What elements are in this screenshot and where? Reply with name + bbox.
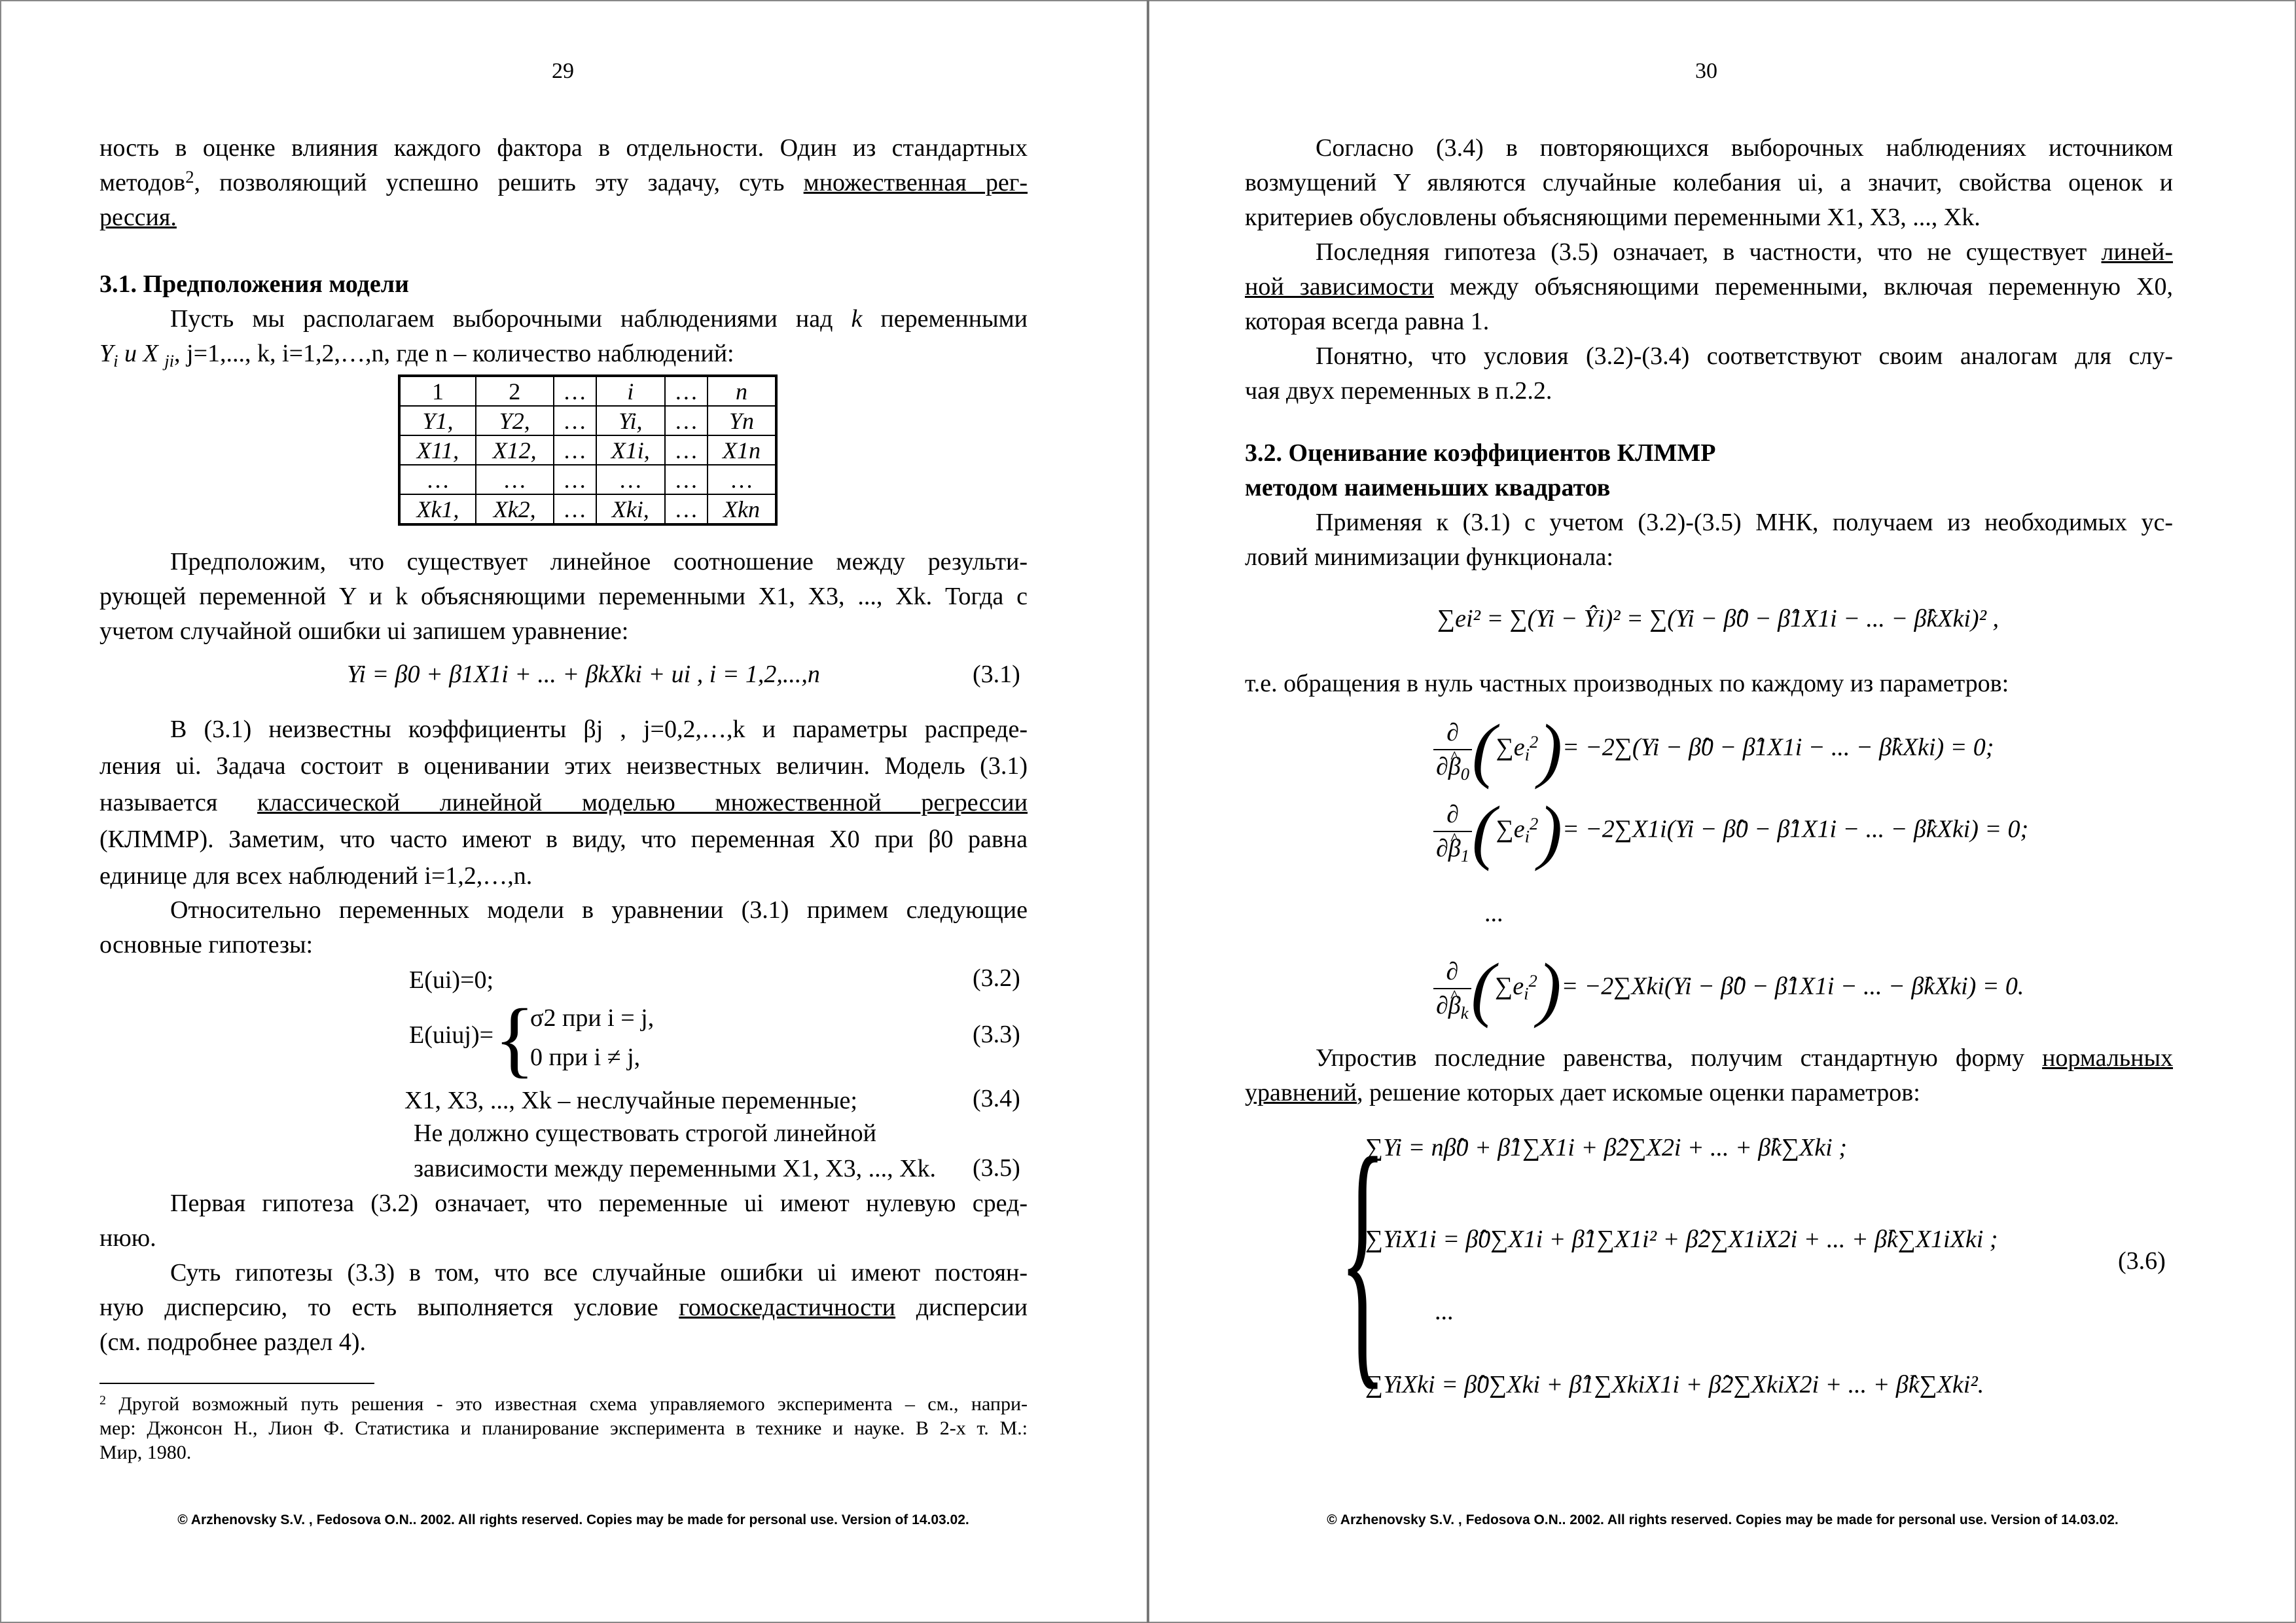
- system-brace: {: [1339, 1101, 1387, 1413]
- footnote-line3: Мир, 1980.: [99, 1442, 192, 1463]
- brace-3-3: {: [494, 992, 535, 1086]
- table-row: [399, 465, 776, 494]
- table-cell: …: [665, 376, 708, 406]
- table-cell: Yn: [708, 406, 776, 435]
- section-heading: 3.2. Оценивание коэффициентов КЛММР: [1245, 439, 1716, 467]
- table-cell: X12,: [476, 435, 554, 465]
- para3-line2: ления ui. Задача состоит в оценивании этих неизвестных величин. Модель (3.1): [99, 752, 1028, 780]
- para2: [99, 545, 1028, 649]
- para6-line2: [99, 1290, 1028, 1325]
- table-cell: n: [708, 376, 776, 406]
- para5-line2: нюю.: [99, 1224, 156, 1252]
- left-body: [99, 131, 1028, 235]
- intro-line-2: [99, 166, 1028, 200]
- para1-text-c: , j=1,..., k, i=1,2,…,n, где n – количество наблюдений:: [174, 340, 734, 367]
- equation-number: (3.6): [2118, 1247, 2166, 1275]
- para1-text-b: переменными: [862, 305, 1028, 333]
- table-cell: Xki,: [596, 494, 665, 524]
- p2-text-b: между объясняющими переменными, включая переменную X0,: [1433, 273, 2173, 301]
- para3-line5: единице для всех наблюдений i=1,2,…,n.: [99, 862, 533, 890]
- p1-line2: возмущений Y являются случайные колебания ui, а значит, свойства оценок и: [1245, 169, 2173, 196]
- para2-line2: рующей переменной Y и k объясняющими переменными X1, X3, ..., Xk. Тогда с: [99, 583, 1028, 610]
- page-number: 30: [1695, 59, 1717, 83]
- para3-line4: (КЛММР). Заметим, что часто имеют в виду, что переменная X0 при β0 равна: [99, 826, 1028, 853]
- para2-line3: учетом случайной ошибки ui запишем уравнение:: [99, 617, 629, 645]
- term-normal-equations-cont: уравнений: [1245, 1079, 1357, 1106]
- derivative-beta0-rhs: = −2∑(Yi − β̂0 − β̂1X1i − ... − β̂kXki) = 0;: [1562, 733, 1994, 761]
- copyright-footer: © Arzhenovsky S.V. , Fedosova O.N.. 2002. All rights reserved. Copies may be made for personal use. Version of 14.03.02.: [1327, 1512, 2119, 1527]
- section-heading: 3.1. Предположения модели: [99, 270, 409, 298]
- para2-line1: Предположим, что существует линейное соотношение между результи-: [170, 548, 1028, 575]
- p6-text: Упростив последние равенства, получим стандартную форму: [1316, 1044, 2043, 1072]
- normal-equation-ellipsis: ...: [1435, 1298, 1454, 1325]
- right-para1: [1245, 131, 2173, 409]
- equation-number: (3.4): [973, 1085, 1020, 1112]
- term-homoscedasticity: гомоскедастичности: [679, 1294, 896, 1321]
- var-y: Y: [99, 340, 114, 367]
- p3-line1: Понятно, что условия (3.2)-(3.4) соответствуют своим аналогам для слу-: [1316, 342, 2173, 370]
- table-cell: …: [665, 406, 708, 435]
- table-cell: Yi,: [596, 406, 665, 435]
- derivative-beta1-rhs: = −2∑X1i(Yi − β̂0 − β̂1X1i − ... − β̂kXki) = 0;: [1562, 815, 2029, 843]
- p4-line1: Применяя к (3.1) с учетом (3.2)-(3.5) МНК, получаем из необходимых ус-: [1316, 509, 2173, 536]
- equation-number: (3.3): [973, 1021, 1020, 1048]
- table-row: [399, 494, 776, 524]
- equation-3-4: X1, X3, ..., Xk – неслучайные переменные;: [404, 1087, 857, 1114]
- table-cell: …: [554, 435, 596, 465]
- footnote-line1: [99, 1392, 1028, 1416]
- para6-line1: Суть гипотезы (3.3) в том, что все случайные ошибки ui имеют постоян-: [170, 1259, 1028, 1286]
- equation-3-2: E(ui)=0;: [409, 966, 494, 994]
- table-cell: X1n: [708, 435, 776, 465]
- p1-line3: критериев обусловлены объясняющими переменными X1, X3, ..., Xk.: [1245, 204, 1981, 231]
- table-cell: X1i,: [596, 435, 665, 465]
- term-linear-dependence: линей-: [2101, 238, 2173, 266]
- table-cell: 2: [476, 376, 554, 406]
- sum-of-squares-equation: ∑ei² = ∑(Yi − Ŷi)² = ∑(Yi − β̂0 − β̂1X1i − ... − β̂kXki)² ,: [1437, 605, 1999, 632]
- intro-text: методов: [99, 169, 186, 196]
- derivative-beta0: $\frac{\partial}{\partial\^{} \beta_0}$ $(\sum e_i^2)= -2\sum(Yi$ − β̂0 − β̂1X1i − ... − β̂kXki) = 0;: [1433, 714, 1994, 786]
- para4-line1: Относительно переменных модели в уравнении (3.1) примем следующие: [170, 896, 1028, 924]
- table-cell: i: [596, 376, 665, 406]
- derivative-betak: $\frac{\partial}{\partial\^{} \beta_k}$ $(\sum e_i^2)= -2\sum Xki(Yi$ − β̂0 − β̂1X1i − ... − β̂kXki) = 0.: [1433, 953, 2024, 1025]
- para6-line3: (см. подробнее раздел 4).: [99, 1328, 367, 1356]
- section-3-1: [99, 267, 1028, 371]
- intro-line-1: ность в оценке влияния каждого фактора в отдельности. Один из стандартных: [99, 134, 1028, 162]
- footnote-number: 2: [99, 1393, 106, 1408]
- table-cell: …: [554, 465, 596, 494]
- table-cell: 1: [399, 376, 476, 406]
- p2-line2: [1245, 270, 2173, 304]
- para1-line2: $Y_i$ и X $_{ji}$, j=1,..., k, i=1,2,…,n, где n – количество наблюдений:: [99, 340, 734, 371]
- table-cell: Y2,: [476, 406, 554, 435]
- footnote-line2: мер: Джонсон Н., Лион Ф. Статистика и планирование эксперимента в технике и науке. В 2-х т. М.:: [99, 1417, 1028, 1439]
- p3-line2: чая двух переменных в п.2.2.: [1245, 377, 1552, 405]
- p6-line1: [1245, 1041, 2173, 1076]
- var-x: и X: [118, 340, 165, 367]
- footnote-text: Другой возможный путь решения - это известная схема управляемого эксперимента – см., напри-: [106, 1393, 1028, 1415]
- observations-table: [398, 374, 778, 526]
- para3-line3: [99, 784, 1028, 821]
- footnote: [99, 1392, 1028, 1465]
- table-cell: …: [554, 376, 596, 406]
- equation-number: (3.5): [973, 1154, 1020, 1182]
- p1-line1: Согласно (3.4) в повторяющихся выборочных наблюдениях источником: [1316, 134, 2173, 162]
- para1-line1: Пусть мы располагаем выборочными наблюдениями над k переменными: [170, 305, 1028, 333]
- page-right: [1149, 0, 2296, 1623]
- equation-3-3-case2: 0 при i ≠ j,: [530, 1044, 641, 1071]
- table-cell: …: [399, 465, 476, 494]
- table-cell: …: [596, 465, 665, 494]
- equation-3-3-left: E(uiuj)=: [409, 1021, 494, 1049]
- table-cell: Y1,: [399, 406, 476, 435]
- para4-line2: основные гипотезы:: [99, 931, 314, 958]
- footnote-rule: [99, 1383, 374, 1384]
- table-cell: Xk2,: [476, 494, 554, 524]
- derivative-betak-rhs: = −2∑Xki(Yi − β̂0 − β̂1X1i − ... − β̂kXki) = 0.: [1561, 972, 2024, 1000]
- para3: [99, 711, 1028, 894]
- copyright-footer: © Arzhenovsky S.V. , Fedosova O.N.. 2002. All rights reserved. Copies may be made for personal use. Version of 14.03.02.: [177, 1512, 969, 1527]
- term-linear-dependence-cont: ной зависимости: [1245, 273, 1434, 301]
- footnote-mark: 2: [185, 167, 194, 187]
- table-row: [399, 435, 776, 465]
- intro-text-b: , позволяющий успешно решить эту задачу, суть: [194, 169, 804, 196]
- p5-line: т.е. обращения в нуль частных производных по каждому из параметров:: [1245, 670, 2009, 697]
- table-cell: …: [665, 435, 708, 465]
- p2-line1: [1245, 235, 2173, 270]
- table-cell: …: [476, 465, 554, 494]
- para5: [99, 1186, 1028, 1256]
- table-cell: X11,: [399, 435, 476, 465]
- term-klmmr: классической линейной моделью множественной регрессии: [257, 789, 1028, 816]
- para3-line1: В (3.1) неизвестны коэффициенты βj , j=0,2,…,k и параметры распреде-: [170, 716, 1028, 743]
- normal-equation-2: ∑YiX1i = β̂0∑X1i + β̂1∑X1i² + β̂2∑X1iX2i + ... + β̂k∑X1iXki ;: [1365, 1226, 1998, 1253]
- table-cell: …: [554, 406, 596, 435]
- equation-3-5-line1: Не должно существовать строгой линейной: [414, 1120, 876, 1147]
- p4-line2: ловий минимизации функционала:: [1245, 543, 1613, 571]
- equation-3-3-case1: σ2 при i = j,: [530, 1004, 655, 1032]
- para6-text-b: дисперсии: [895, 1294, 1028, 1321]
- para3-text: называется: [99, 789, 258, 816]
- para4: [99, 893, 1028, 962]
- derivative-beta1: $\frac{\partial}{\partial\^{} \beta_1}$ $(\sum e_i^2)= -2\sum X1i(Yi$ − β̂0 − β̂1X1i − ... − β̂kXki) = 0;: [1433, 795, 2028, 867]
- equation-number: (3.2): [973, 964, 1020, 992]
- para5-line1: Первая гипотеза (3.2) означает, что переменные ui имеют нулевую сред-: [170, 1190, 1028, 1217]
- table-row: [399, 376, 776, 406]
- term-normal-equations: нормальных: [2042, 1044, 2173, 1072]
- equation-3-5-line2: зависимости между переменными X1, X3, ..., Xk.: [414, 1155, 937, 1182]
- equation-3-1: Yi = β0 + β1X1i + ... + βkXki + ui , i = 1,2,...,n: [347, 661, 820, 688]
- para6-text-a: ную дисперсию, то есть выполняется условие: [99, 1294, 679, 1321]
- term-multiple-regression-cont: рессия.: [99, 204, 177, 231]
- normal-equation-1: ∑Yi = nβ̂0 + β̂1∑X1i + β̂2∑X2i + ... + β̂k∑Xki ;: [1365, 1134, 1847, 1161]
- table-cell: …: [708, 465, 776, 494]
- section-heading-line2: методом наименьших квадратов: [1245, 474, 1611, 501]
- table-row: [399, 406, 776, 435]
- table-cell: Xk1,: [399, 494, 476, 524]
- derivative-ellipsis: ...: [1484, 900, 1503, 927]
- p6-text-b: , решение которых дает искомые оценки параметров:: [1357, 1079, 1920, 1106]
- table-cell: Xkn: [708, 494, 776, 524]
- table-cell: …: [665, 465, 708, 494]
- section-3-2: [1245, 436, 2173, 575]
- table-cell: …: [665, 494, 708, 524]
- term-multiple-regression: множественная рег-: [803, 169, 1028, 196]
- page-number: 29: [552, 59, 574, 83]
- page-left: [0, 0, 1147, 1623]
- p2-text: Последняя гипотеза (3.5) означает, в частности, что не существует: [1316, 238, 2102, 266]
- table-cell: …: [554, 494, 596, 524]
- para1-text-a: Пусть мы располагаем выборочными наблюдениями над: [170, 305, 852, 333]
- normal-equation-k: ∑YiXki = β̂0∑Xki + β̂1∑XkiX1i + β̂2∑XkiX2i + ... + β̂k∑Xki².: [1365, 1371, 1984, 1398]
- equation-number: (3.1): [973, 661, 1020, 688]
- p5: [1245, 666, 2173, 701]
- p2-line3: которая всегда равна 1.: [1245, 308, 1490, 335]
- para6: [99, 1256, 1028, 1360]
